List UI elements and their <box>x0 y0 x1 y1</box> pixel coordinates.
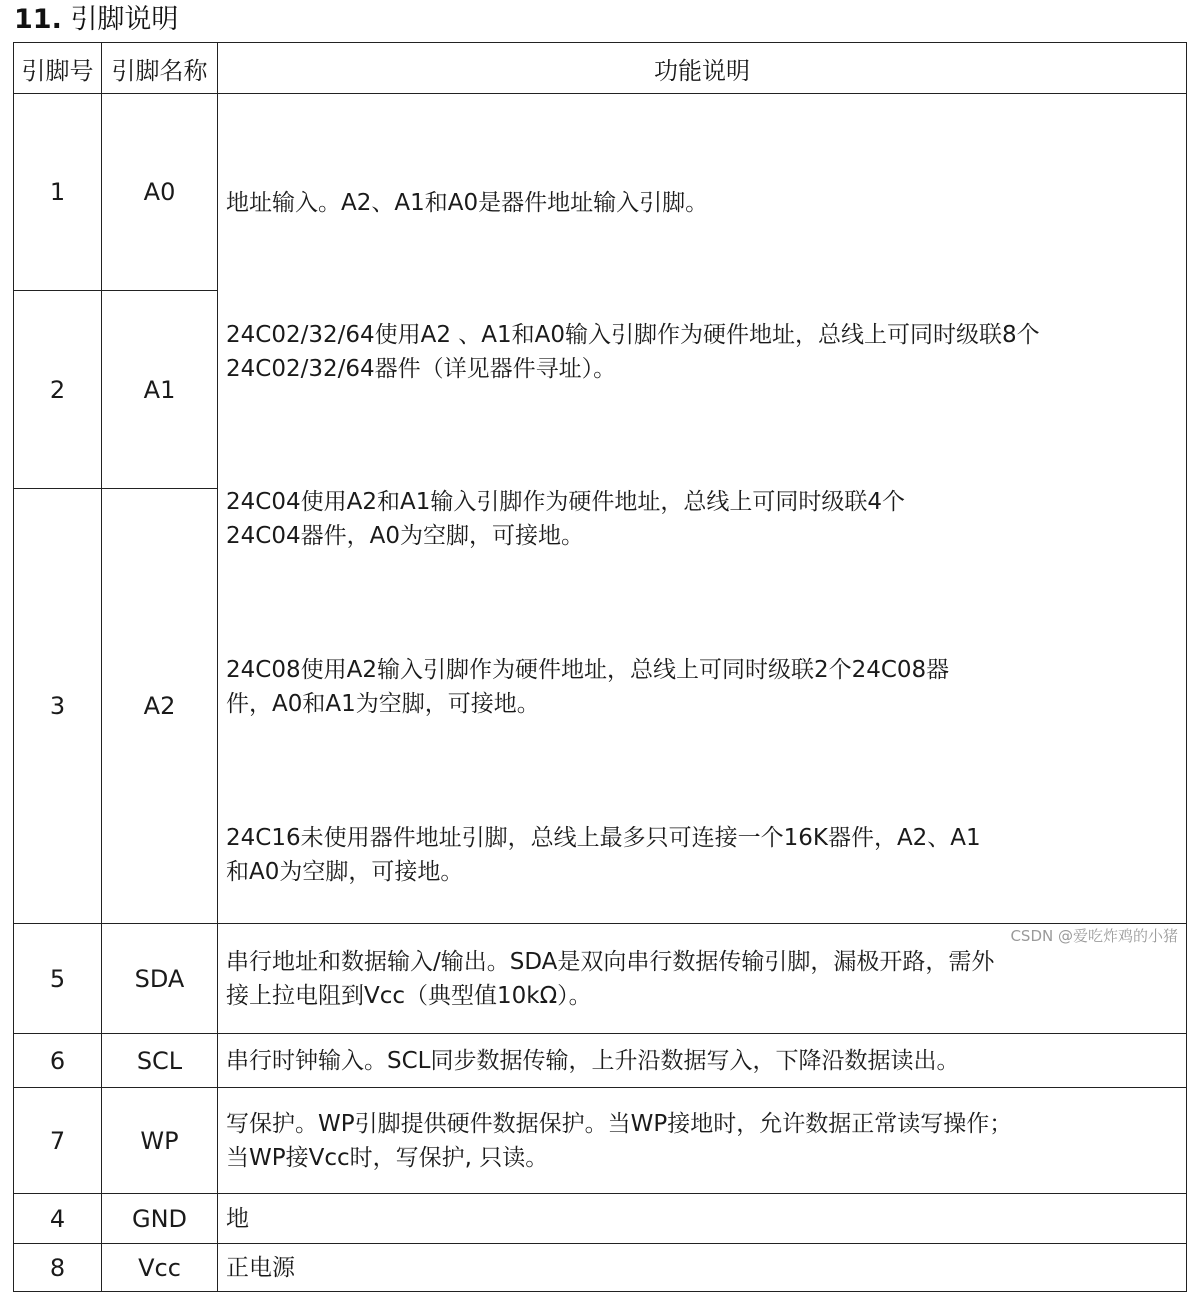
table-row <box>14 1034 1187 1088</box>
pin-name: A1 <box>102 290 218 489</box>
pin-name: SCL <box>102 1034 218 1088</box>
table-row <box>14 94 1187 291</box>
pin-number: 8 <box>14 1244 102 1292</box>
section-title <box>14 2 178 38</box>
pin-name: Vcc <box>102 1244 218 1292</box>
pin-name: A2 <box>102 489 218 924</box>
pin-name: WP <box>102 1088 218 1194</box>
pin-number: 6 <box>14 1034 102 1088</box>
address-desc-24c04: 24C04使用A2和A1输入引脚作为硬件地址，总线上可同时级联4个 24C04器件，A0为空脚，可接地。 <box>226 489 905 549</box>
header-function: 功能说明 <box>218 43 1187 94</box>
pin-number: 5 <box>14 924 102 1034</box>
address-desc-24c16: 24C16未使用器件地址引脚，总线上最多只可连接一个16K器件，A2、A1 和A0为空脚，可接地。 <box>226 825 981 885</box>
pin-description: 写保护。WP引脚提供硬件数据保护。当WP接地时，允许数据正常读写操作； 当WP接Vcc时，写保护, 只读。 <box>218 1088 1187 1194</box>
table-row <box>14 1194 1187 1244</box>
header-pin-name: 引脚名称 <box>102 43 218 94</box>
header-pin-number: 引脚号 <box>14 43 102 94</box>
address-pins-description <box>218 94 1187 924</box>
section-number: 11. <box>14 4 62 35</box>
pin-description: 串行地址和数据输入/输出。SDA是双向串行数据传输引脚，漏极开路，需外 接上拉电阻到Vcc（典型值10kΩ）。 <box>218 924 1187 1034</box>
table-row <box>14 1088 1187 1194</box>
pin-description: 正电源 <box>218 1244 1187 1292</box>
watermark: CSDN @爱吃炸鸡的小猪 <box>1010 927 1178 945</box>
address-desc-intro: 地址输入。A2、A1和A0是器件地址输入引脚。 <box>226 190 709 216</box>
pin-name: SDA <box>102 924 218 1034</box>
pin-name: GND <box>102 1194 218 1244</box>
pin-name: A0 <box>102 94 218 291</box>
address-desc-24c02: 24C02/32/64使用A2 、A1和A0输入引脚作为硬件地址，总线上可同时级联8个 24C02/32/64器件（详见器件寻址）。 <box>226 322 1040 382</box>
section-title-text: 引脚说明 <box>70 4 179 35</box>
pin-number: 3 <box>14 489 102 924</box>
pin-number: 7 <box>14 1088 102 1194</box>
pin-description: 地 <box>218 1194 1187 1244</box>
pin-number: 1 <box>14 94 102 291</box>
pin-description-table <box>13 42 1187 1292</box>
address-desc-24c08: 24C08使用A2输入引脚作为硬件地址，总线上可同时级联2个24C08器 件，A0和A1为空脚，可接地。 <box>226 657 950 717</box>
table-header-row <box>14 43 1187 94</box>
table-row <box>14 1244 1187 1292</box>
pin-number: 4 <box>14 1194 102 1244</box>
pin-number: 2 <box>14 290 102 489</box>
pin-description: 串行时钟输入。SCL同步数据传输，上升沿数据写入，下降沿数据读出。 <box>218 1034 1187 1088</box>
